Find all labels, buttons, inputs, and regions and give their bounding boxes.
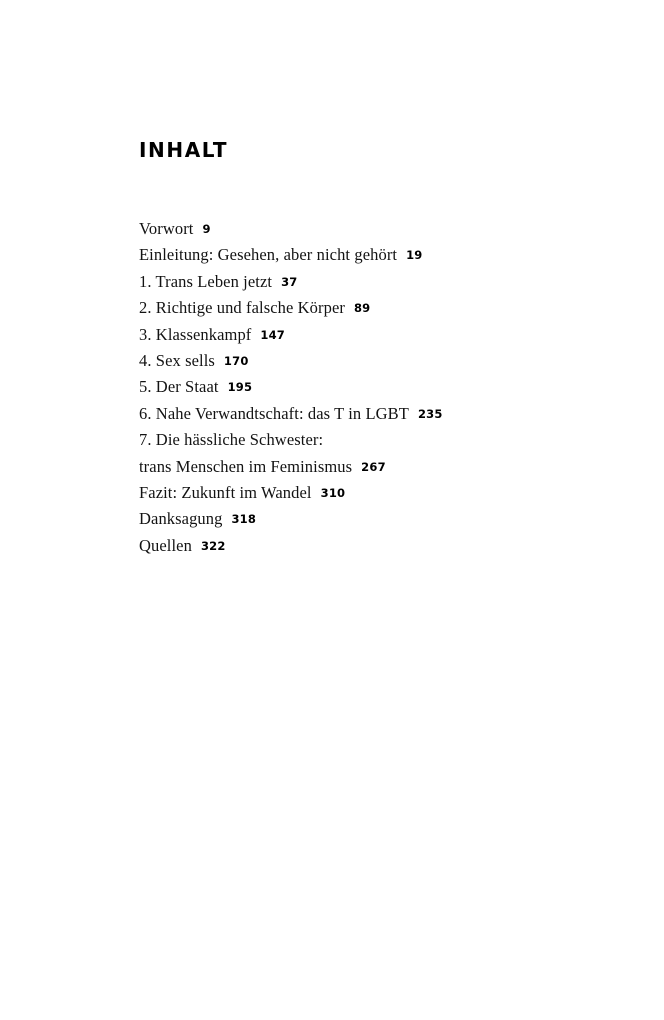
list-item — [139, 242, 589, 268]
toc-entry-label: Fazit: Zukunft im Wandel — [139, 483, 312, 503]
toc-entry-label: trans Menschen im Feminismus — [139, 456, 353, 476]
list-item — [139, 216, 589, 242]
list-item — [139, 401, 589, 427]
toc-entry-page: 322 — [200, 538, 226, 553]
toc-entry-label: 4. Sex sells — [139, 351, 215, 371]
toc-entry-page: 37 — [281, 274, 298, 289]
list-item — [139, 348, 589, 374]
list-item — [139, 295, 589, 321]
toc-entry-label: Quellen — [139, 535, 192, 555]
toc-entry-page — [323, 433, 332, 447]
toc-list — [139, 216, 589, 559]
list-item — [139, 374, 589, 400]
toc-entry-page: 195 — [227, 380, 253, 395]
toc-entry-page: 9 — [202, 222, 211, 236]
toc-entry-page: 310 — [320, 486, 346, 501]
toc-entry-label: 1. Trans Leben jetzt — [139, 271, 273, 291]
toc-entry-page: 19 — [406, 248, 423, 263]
toc-entry-label: 3. Klassenkampf — [139, 324, 252, 344]
toc-entry-label: Einleitung: Gesehen, aber nicht gehört — [139, 245, 398, 265]
page-title: INHALT — [139, 138, 229, 162]
toc-entry-label: 6. Nahe Verwandtschaft: das T in LGBT — [139, 403, 409, 423]
table-of-contents — [139, 140, 589, 559]
list-item — [139, 269, 589, 295]
list-item — [139, 454, 589, 480]
list-item — [139, 506, 589, 532]
toc-entry-page: 318 — [231, 512, 257, 527]
list-item — [139, 533, 589, 559]
toc-entry-page: 235 — [417, 406, 443, 421]
toc-entry-label: 2. Richtige und falsche Körper — [139, 298, 345, 318]
list-item — [139, 427, 589, 453]
toc-entry-label: 5. Der Staat — [139, 377, 219, 397]
list-item — [139, 322, 589, 348]
toc-entry-page: 170 — [223, 354, 249, 369]
toc-entry-label: Vorwort — [139, 219, 194, 238]
toc-entry-page: 267 — [361, 459, 386, 474]
toc-entry-label: Danksagung — [139, 509, 223, 529]
toc-entry-label: 7. Die hässliche Schwester: — [139, 430, 324, 450]
list-item — [139, 480, 589, 506]
toc-entry-page: 147 — [260, 327, 286, 342]
toc-entry-page: 89 — [353, 301, 371, 316]
